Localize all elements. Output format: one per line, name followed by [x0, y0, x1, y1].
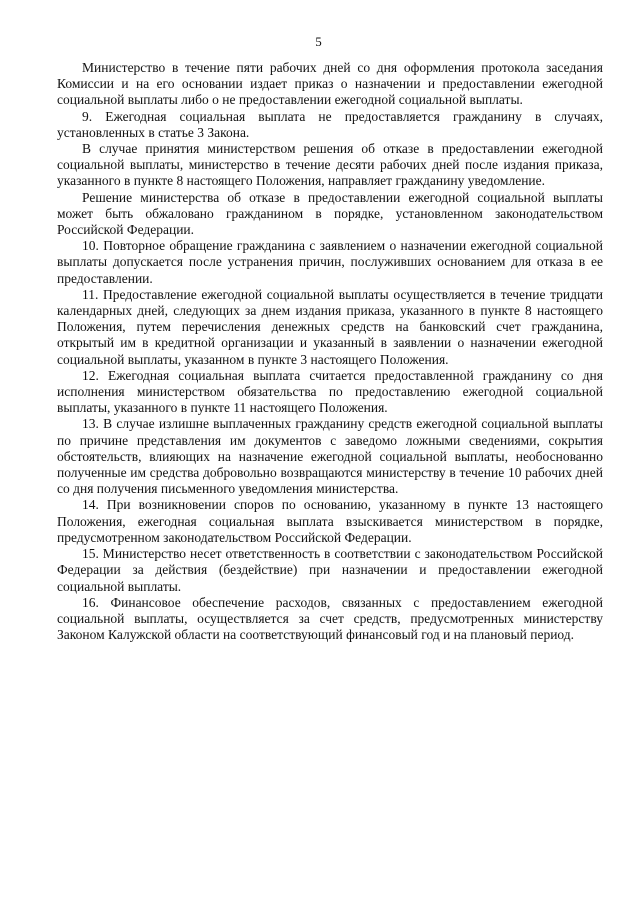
paragraph-15: 15. Министерство несет ответственность в соответствии с законодательством Российской Федерации за действия (бездействие) при назначении и предоставлении ежегодной социальной выплаты. — [57, 546, 603, 594]
paragraph-13: 13. В случае излишне выплаченных гражданину средств ежегодной социальной выплаты по причине представления им документов с заведомо ложными сведениями, сокрытия обстоятельств, влияющих на назначение ежегодной социальной выплаты, необоснованно полученные им средства добровольно возвращаются министерству в течение 10 рабочих дней со дня получения письменного уведомления министерства. — [57, 416, 603, 497]
paragraph-refusal-notice: В случае принятия министерством решения об отказе в предоставлении ежегодной социальной выплаты, министерство в течение десяти рабочих дней после издания приказа, указанного в пункте 8 настоящего Положения, направляет гражданину уведомление. — [57, 141, 603, 189]
paragraph-9: 9. Ежегодная социальная выплата не предоставляется гражданину в случаях, установленных в статье 3 Закона. — [57, 108, 603, 140]
document-body — [57, 60, 603, 643]
paragraph-12: 12. Ежегодная социальная выплата считается предоставленной гражданину со дня исполнения министерством обязательства по предоставлению ежегодной социальной выплаты, указанного в пункте 11 настоящего Положения. — [57, 367, 603, 416]
paragraph-10: 10. Повторное обращение гражданина с заявлением о назначении ежегодной социальной выплаты допускается после устранения причин, послуживших основанием для отказа в ее предоставлении. — [57, 238, 603, 286]
paragraph-ministry-order: Министерство в течение пяти рабочих дней со дня оформления протокола заседания Комиссии и на его основании издает приказ о назначении и предоставлении ежегодной социальной выплаты либо о не предоставлении ежегодной социальной выплаты. — [57, 60, 603, 108]
paragraph-refusal-appeal: Решение министерства об отказе в предоставлении ежегодной социальной выплаты может быть обжаловано гражданином в порядке, установленном законодательством Российской Федерации. — [57, 189, 603, 238]
paragraph-11: 11. Предоставление ежегодной социальной выплаты осуществляется в течение тридцати календарных дней, следующих за днем издания приказа, указанного в пункте 8 настоящего Положения, путем перечисления денежных средств на банковский счет гражданина, открытый им в кредитной организации и указанный в заявлении о назначении ежегодной социальной выплаты, указанном в пункте 3 настоящего Положения. — [57, 286, 603, 367]
page-number: 5 — [315, 34, 322, 49]
paragraph-16: 16. Финансовое обеспечение расходов, связанных с предоставлением ежегодной социальной выплаты, осуществляется за счет средств, предусмотренных министерству Законом Калужской области на соответствующий финансовый год и на плановый период. — [57, 594, 603, 643]
paragraph-14: 14. При возникновении споров по основанию, указанному в пункте 13 настоящего Положения, ежегодная социальная выплата взыскивается министерством в порядке, предусмотренном законодательством Российской Федерации. — [57, 497, 603, 545]
